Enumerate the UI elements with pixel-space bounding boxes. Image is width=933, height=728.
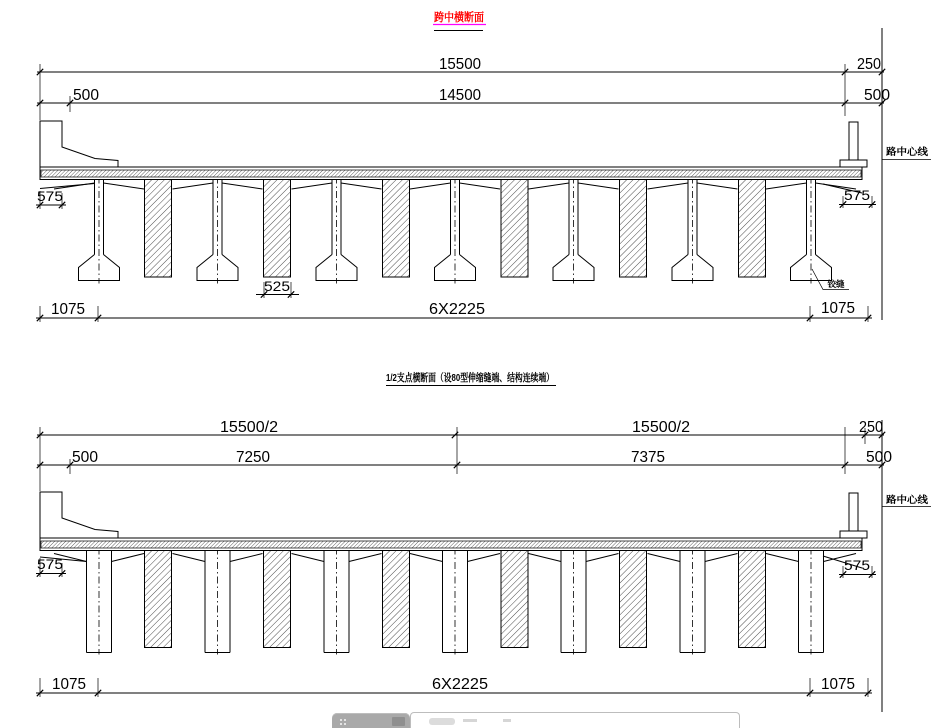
parapet-right [840,493,867,538]
find-bar-tab[interactable] [332,713,410,728]
dim-1075-left: 1075 [51,301,86,318]
input-pill [429,718,455,725]
parapet-right [840,122,867,167]
dim-7375: 7375 [631,449,666,466]
dim-14500: 14500 [439,87,482,104]
leader-label: 铰缝 [826,279,845,289]
dim-500-right: 500 [864,87,891,104]
dim-575-left: 575 [37,189,63,204]
dim-7250: 7250 [236,449,271,466]
grip-dots-icon [340,719,342,721]
t-beams [54,177,856,284]
dim-6x2225: 6X2225 [432,676,489,693]
find-bar-button[interactable] [392,717,405,726]
dim-575-left: 575 [37,557,63,572]
input-mark [463,719,477,722]
dim-525: 525 [264,279,290,294]
dim-6x2225: 6X2225 [429,301,486,318]
dim-500-left: 500 [72,449,99,466]
parapet-left [40,492,118,538]
dim-total: 15500 [439,56,482,73]
t-beams [54,548,856,655]
find-bar-input[interactable] [410,712,740,728]
support-section [36,371,931,712]
deck-slab [40,167,862,180]
road-centerline-label: 路中心线 [886,495,925,506]
midspan-section [36,10,931,322]
dim-575-right: 575 [844,188,870,203]
dim-500-left: 500 [73,87,100,104]
support-title: 1/2支点横断面（设80型伸缩缝端、结构连续端） [386,372,612,384]
dim-half-left: 15500/2 [220,419,279,436]
midspan-title: 跨中横断面 [434,12,492,24]
dim-1075-right: 1075 [821,300,856,317]
dim-1075-left: 1075 [52,676,87,693]
dim-1075-right: 1075 [821,676,856,693]
dim-250: 250 [859,419,884,436]
dim-half-right: 15500/2 [632,419,691,436]
parapet-left [40,121,118,167]
find-bar[interactable] [332,712,740,728]
dim-250: 250 [857,56,882,73]
input-mark [503,719,511,722]
road-centerline-label: 路中心线 [886,147,925,158]
dim-500-right: 500 [866,449,893,466]
deck-slab [40,538,862,551]
dim-575-right: 575 [844,558,870,573]
